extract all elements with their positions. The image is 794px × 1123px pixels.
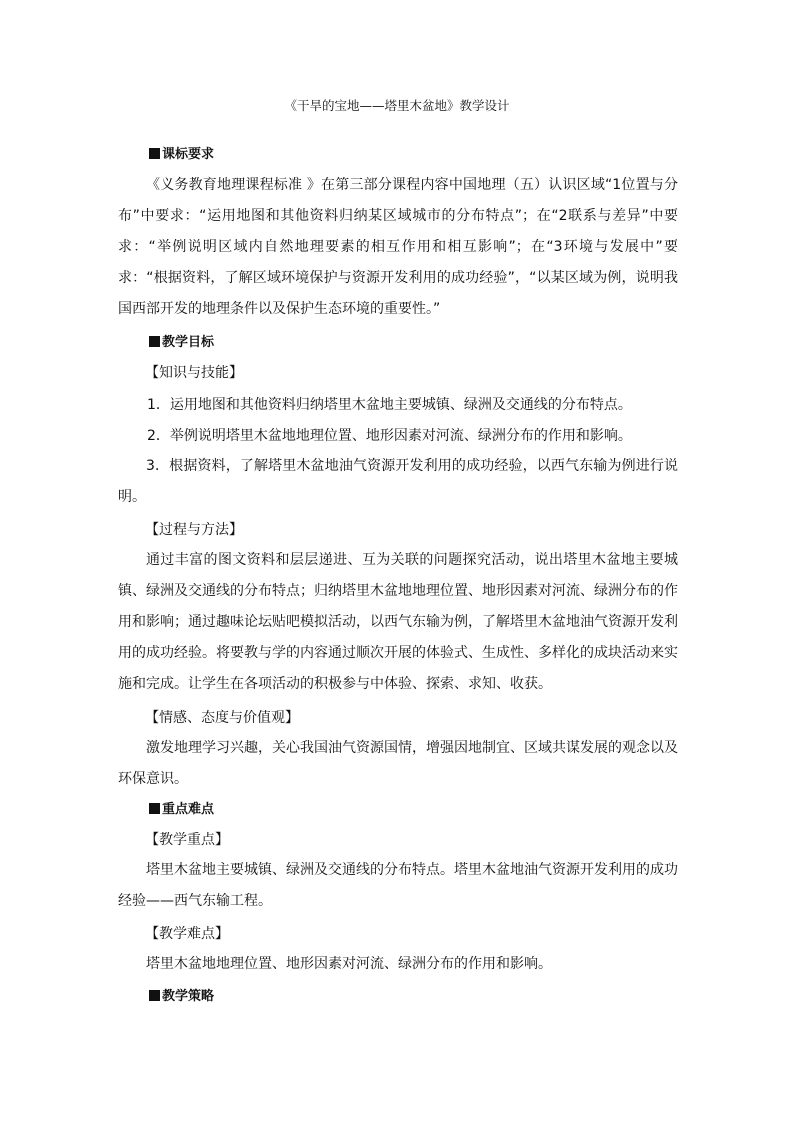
black-square-bullet-icon bbox=[149, 336, 160, 347]
knowledge-heading: 【知识与技能】 bbox=[145, 365, 243, 381]
section-heading-key-points-label: 重点难点 bbox=[162, 802, 215, 817]
emotion-paragraph: 激发地理学习兴趣，关心我国油气资源国情，增强因地制宜、区域共谋发展的观念以及环保意识。 bbox=[118, 740, 678, 787]
document-title: 《干旱的宝地——塔里木盆地》教学设计 bbox=[284, 98, 510, 113]
black-square-bullet-icon bbox=[149, 148, 160, 159]
difficulty-paragraph: 塔里木盆地地理位置、地形因素对河流、绿洲分布的作用和影响。 bbox=[146, 956, 552, 972]
process-paragraph: 通过丰富的图文资料和层层递进、互为关联的问题探究活动，说出塔里木盆地主要城镇、绿洲及交通线的分布特点；归纳塔里木盆地地理位置、地形因素对河流、绿洲分布的作用和影响；通过趣味论坛贴吧模拟活动，以西气东输为例，了解塔里木盆地油气资源开发利用的成功经验。将要教与学的内容通过顺次开展的体验式、生成性、多样化的成块活动来实施和完成。让学生在各项活动的积极参与中体验、探索、求知、收获。 bbox=[118, 552, 678, 692]
focus-paragraph: 塔里木盆地主要城镇、绿洲及交通线的分布特点。塔里木盆地油气资源开发利用的成功经验——西气东输工程。 bbox=[118, 862, 678, 909]
knowledge-item-1: 1．运用地图和其他资料归纳塔里木盆地主要城镇、绿洲及交通线的分布特点。 bbox=[147, 397, 632, 413]
process-heading: 【过程与方法】 bbox=[145, 522, 243, 538]
section-heading-objectives bbox=[149, 334, 214, 352]
knowledge-item-3: 3．根据资料，了解塔里木盆地油气资源开发利用的成功经验，以西气东输为例进行说明。 bbox=[118, 458, 678, 505]
section-heading-key-points bbox=[149, 801, 214, 819]
focus-heading: 【教学重点】 bbox=[145, 832, 229, 848]
curriculum-paragraph: 《义务教育地理课程标准 》在第三部分课程内容中国地理（五）认识区域“1位置与分布”中要求：“运用地图和其他资料归纳某区域城市的分布特点”；在“2联系与差异”中要求：“举例说明区域内自然地理要素的相互作用和相互影响”；在“3环境与发展中”要求：“根据资料，了解区域环境保护与资源开发利用的成功经验”，“以某区域为例，说明我国西部开发的地理条件以及保护生态环境的重要性。” bbox=[118, 177, 678, 317]
section-heading-objectives-label: 教学目标 bbox=[162, 335, 215, 350]
section-heading-strategy bbox=[149, 988, 214, 1006]
black-square-bullet-icon bbox=[149, 803, 160, 814]
section-heading-curriculum bbox=[149, 146, 214, 164]
difficulty-heading: 【教学难点】 bbox=[145, 926, 229, 942]
black-square-bullet-icon bbox=[149, 990, 160, 1001]
emotion-heading: 【情感、态度与价值观】 bbox=[145, 710, 299, 726]
section-heading-curriculum-label: 课标要求 bbox=[162, 147, 215, 162]
section-heading-strategy-label: 教学策略 bbox=[162, 989, 215, 1004]
knowledge-item-2: 2．举例说明塔里木盆地地理位置、地形因素对河流、绿洲分布的作用和影响。 bbox=[147, 428, 632, 444]
